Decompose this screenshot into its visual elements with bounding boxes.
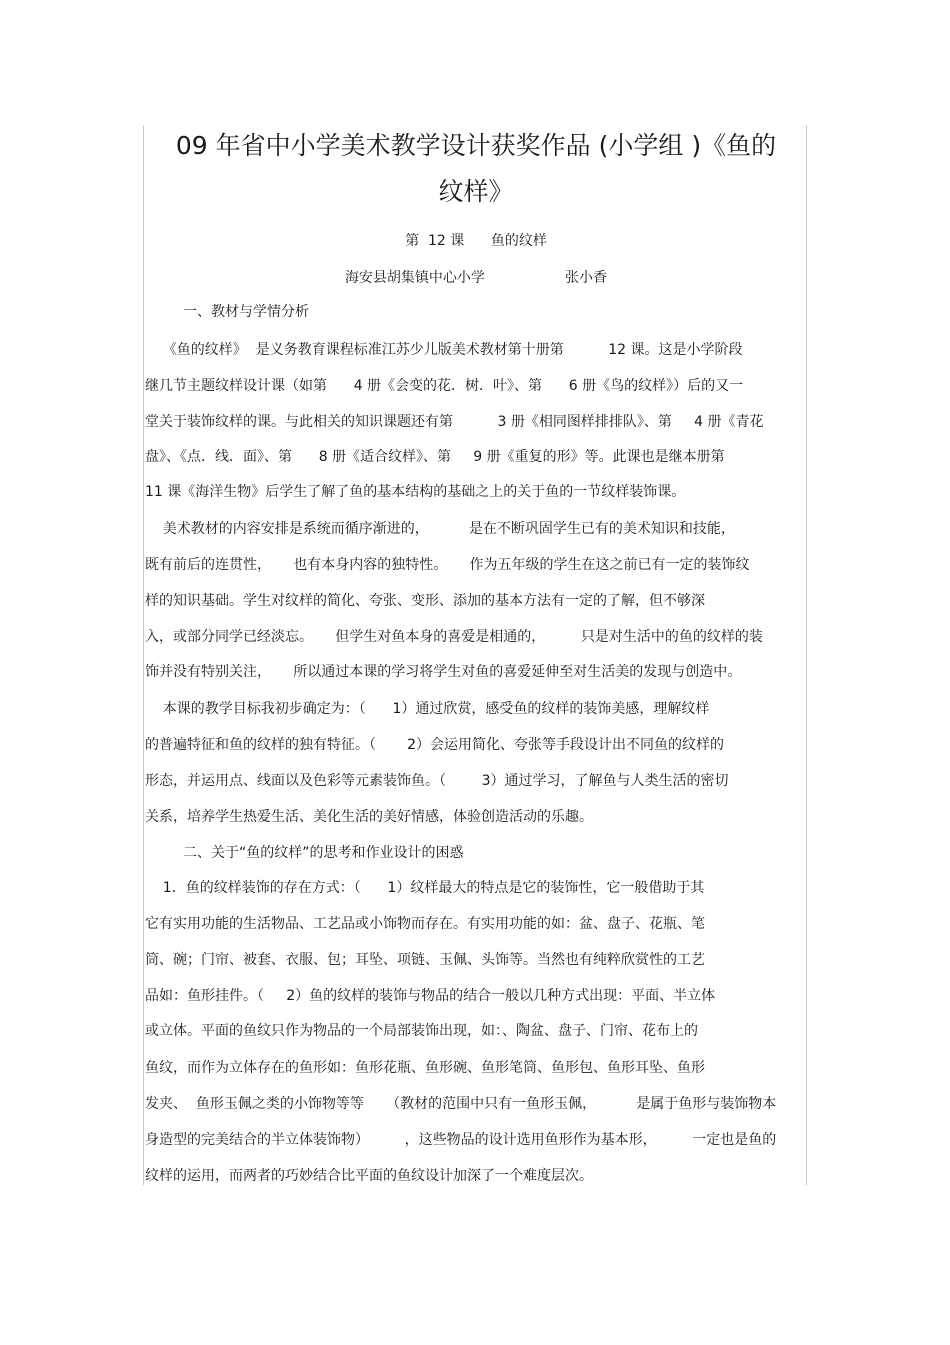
section-heading-1: 一、教材与学情分析: [183, 304, 309, 320]
paragraph-line: 它有实用功能的生活物品、工艺品或小饰物而存在。有实用功能的如：盆、盘子、花瓶、笔: [145, 916, 705, 932]
paragraph-line: 入，或部分同学已经淡忘。 但学生对鱼本身的喜爱是相通的， 只是对生活中的鱼的纹样的装: [145, 629, 763, 645]
paragraph-line: 既有前后的连贯性， 也有本身内容的独特性。 作为五年级的学生在这之前已有一定的装饰纹: [145, 557, 750, 573]
left-margin-rule: [143, 125, 144, 1185]
paragraph-line: 继几节主题纹样设计课（如第 4 册《会变的花．树．叶》、第 6 册《鸟的纹样》）后的又一: [145, 378, 744, 394]
paragraph-line: 盘》、《点．线．面》、第 8 册《适合纹样》、第 9 册《重复的形》等。此课也是继本册第: [145, 449, 725, 465]
paragraph-line: 样的知识基础。学生对纹样的简化、夸张、变形、添加的基本方法有一定的了解，但不够深: [145, 593, 705, 609]
section-heading-2: 二、关于“鱼的纹样”的思考和作业设计的困惑: [183, 845, 464, 861]
paragraph-line: 发夹、 鱼形玉佩之类的小饰物等等 （教材的范围中只有一鱼形玉佩， 是属于鱼形与装饰物本: [145, 1096, 777, 1112]
paragraph-line: 身造型的完美结合的半立体装饰物） ，这些物品的设计选用鱼形作为基本形， 一定也是鱼的: [145, 1132, 777, 1148]
paragraph-line: 1．鱼的纹样装饰的存在方式：（ 1）纹样最大的特点是它的装饰性，它一般借助于其: [145, 880, 705, 896]
author-line: 海安县胡集镇中心小学 张小香: [344, 270, 608, 286]
paragraph-line: 筒、碗；门帘、被套、衣服、包；耳坠、项链、玉佩、头饰等。当然也有纯粹欣赏性的工艺: [145, 952, 705, 968]
paragraph-line: 的普遍特征和鱼的纹样的独有特征。（ 2）会运用简化、夸张等手段设计出不同鱼的纹样的: [145, 737, 725, 753]
paragraph-line: 纹样的运用，而两者的巧妙结合比平面的鱼纹设计加深了一个难度层次。: [145, 1168, 593, 1184]
document-title-line-1: 09 年省中小学美术教学设计获奖作品 (小学组 )《鱼的: [175, 131, 777, 160]
paragraph-line: 本课的教学目标我初步确定为：（ 1）通过欣赏，感受鱼的纹样的装饰美感，理解纹样: [145, 701, 710, 717]
paragraph-line: 饰并没有特别关注， 所以通过本课的学习将学生对鱼的喜爱延伸至对生活美的发现与创造中。: [145, 664, 742, 680]
lesson-heading: 第 12 课 鱼的纹样: [405, 233, 547, 249]
paragraph-line: 形态，并运用点、线面以及色彩等元素装饰鱼。（ 3）通过学习，了解鱼与人类生活的密切: [145, 773, 729, 789]
paragraph-line: 或立体。平面的鱼纹只作为物品的一个局部装饰出现，如：、陶盆、盘子、门帘、花布上的: [145, 1023, 698, 1039]
paragraph-line: 关系，培养学生热爱生活、美化生活的美好情感，体验创造活动的乐趣。: [145, 809, 593, 825]
paragraph-line: 《鱼的纹样》 是义务教育课程标准江苏少儿版美术教材第十册第 12 课。这是小学阶段: [145, 342, 743, 358]
paragraph-line: 美术教材的内容安排是系统而循序渐进的， 是在不断巩固学生已有的美术知识和技能，: [145, 521, 735, 537]
paragraph-line: 品如：鱼形挂件。（ 2）鱼的纹样的装饰与物品的结合一般以几种方式出现：平面、半立体: [145, 988, 716, 1004]
paragraph-line: 堂关于装饰纹样的课。与此相关的知识课题还有第 3 册《相同图样排排队》、第 4 册《青花: [145, 414, 764, 430]
paragraph-line: 鱼纹，而作为立体存在的鱼形如：鱼形花瓶、鱼形碗、鱼形笔筒、鱼形包、鱼形耳坠、鱼形: [145, 1060, 705, 1076]
document-title-line-2: 纹样》: [438, 177, 514, 206]
paragraph-line: 11 课《海洋生物》后学生了解了鱼的基本结构的基础之上的关于鱼的一节纹样装饰课。: [145, 484, 686, 500]
